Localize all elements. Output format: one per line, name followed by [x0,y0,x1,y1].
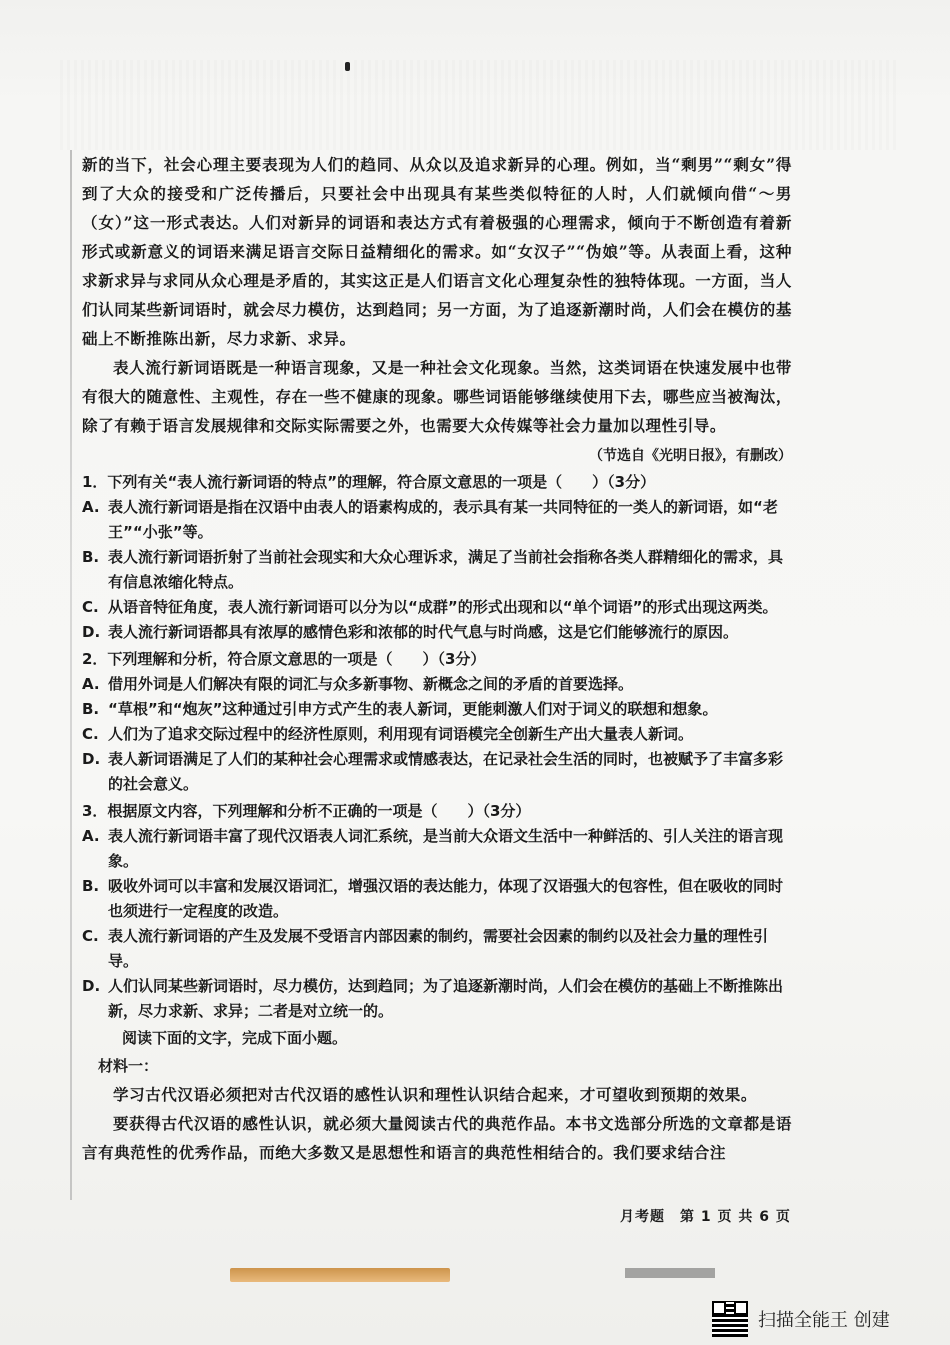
question-option [82,697,792,722]
question-option [82,672,792,697]
watermark-text: 扫描全能王 创建 [758,1310,890,1331]
passage-paragraph: 表人流行新词语既是一种语言现象，又是一种社会文化现象。当然，这类词语在快速发展中也带有很大的随意性、主观性，存在一些不健康的现象。哪些词语能够继续使用下去，哪些应当被淘汰，除了有赖于语言发展规律和交际实际需要之外，也需要大众传媒等社会力量加以理性引导。 [82,358,792,435]
option-label: D. [82,623,101,641]
scan-bleed-through [60,60,900,150]
scan-edge-artifact [625,1268,715,1278]
question-option [82,874,792,924]
option-label: A. [82,675,100,693]
option-text: 吸收外词可以丰富和发展汉语词汇，增强汉语的表达能力，体现了汉语强大的包容性，但在吸收的同时也须进行一定程度的改造。 [108,877,784,920]
question-option [82,495,792,545]
option-label: B. [82,700,100,718]
option-text: 表人流行新词语是指在汉语中由表人的语素构成的，表示具有某一共同特征的一类人的新词语，如“老王”“小张”等。 [108,498,778,541]
option-label: C. [82,927,99,945]
document-content [82,150,792,1167]
question-1 [82,470,792,645]
option-text: 人们认同某些新词语时，尽力模仿，达到趋同；为了追逐新潮时尚，人们会在模仿的基础上不断推陈出新，尽力求新、求异；二者是对立统一的。 [108,977,784,1020]
scanner-watermark [712,1300,890,1338]
question-option [82,747,792,797]
material-paragraph: 要获得古代汉语的感性认识，就必须大量阅读古代的典范作品。本书文选部分所选的文章都是语言有典范性的优秀作品，而绝大多数又是思想性和语言的典范性相结合的。我们要求结合注 [82,1114,792,1162]
qr-code-icon [712,1301,748,1337]
material-label: 材料一： [98,1057,159,1075]
option-label: A. [82,827,100,845]
question-option [82,595,792,620]
passage-paragraph: 新的当下，社会心理主要表现为人们的趋同、从众以及追求新异的心理。例如，当“剩男”“剩女”得到了大众的接受和广泛传播后，只要社会中出现具有某些类似特征的人时，人们就倾向借“～男（女）”这一形式表达。人们对新异的词语和表达方式有着极强的心理需求，倾向于不断创造有着新形式或新意义的词语来满足语言交际日益精细化的需求。如“女汉子”“伪娘”等。从表面上看，这种求新求异与求同从众心理是矛盾的，其实这正是人们语言文化心理复杂性的独特体现。一方面，当人们认同某些新词语时，就会尽力模仿，达到趋同；另一方面，为了追逐新潮时尚，人们会在模仿的基础上不断推陈出新，尽力求新、求异。 [82,155,792,348]
option-text: 从语音特征角度，表人流行新词语可以分为以“成群”的形式出现和以“单个词语”的形式出现这两类。 [108,598,778,616]
option-label: D. [82,750,101,768]
option-label: D. [82,977,101,995]
option-text: 表人流行新词语丰富了现代汉语表人词汇系统，是当前大众语文生活中一种鲜活的、引人关注的语言现象。 [108,827,784,870]
ink-dot [345,62,350,71]
option-text: “草根”和“炮灰”这种通过引申方式产生的表人新词，更能刺激人们对于词义的联想和想象。 [108,700,718,718]
option-text: 表人流行新词语折射了当前社会现实和大众心理诉求，满足了当前社会指称各类人群精细化的需求，具有信息浓缩化特点。 [108,548,784,591]
option-label: B. [82,877,100,895]
option-label: C. [82,725,99,743]
question-3 [82,799,792,1024]
question-option [82,545,792,595]
question-2 [82,647,792,797]
page-footer: 月考题 第 1 页 共 6 页 [620,1209,791,1225]
question-option [82,974,792,1024]
question-option [82,722,792,747]
material-paragraph: 学习古代汉语必须把对古代汉语的感性认识和理性认识结合起来，才可望收到预期的效果。 [113,1085,758,1104]
option-label: A. [82,498,100,516]
question-stem: 3．根据原文内容，下列理解和分析不正确的一项是（ ）（3分） [82,802,531,820]
option-text: 人们为了追求交际过程中的经济性原则，利用现有词语模完全创新生产出大量表人新词。 [108,725,694,743]
option-label: B. [82,548,100,566]
margin-line [70,150,72,1200]
question-stem: 2．下列理解和分析，符合原文意思的一项是（ ）（3分） [82,650,486,668]
option-text: 表人新词语满足了人们的某种社会心理需求或情感表达，在记录社会生活的同时，也被赋予了丰富多彩的社会意义。 [108,750,784,793]
question-option [82,824,792,874]
question-option [82,924,792,974]
passage-source: （节选自《光明日报》，有删改） [589,448,792,464]
question-stem: 1．下列有关“表人流行新词语的特点”的理解，符合原文意思的一项是（ ）（3分） [82,473,656,491]
option-text: 借用外词是人们解决有限的词汇与众多新事物、新概念之间的矛盾的首要选择。 [108,675,634,693]
scan-edge-artifact [230,1268,450,1282]
option-label: C. [82,598,99,616]
option-text: 表人流行新词语都具有浓厚的感情色彩和浓郁的时代气息与时尚感，这是它们能够流行的原因。 [108,623,739,641]
question-option [82,620,792,645]
option-text: 表人流行新词语的产生及发展不受语言内部因素的制约，需要社会因素的制约以及社会力量的理性引导。 [108,927,769,970]
reading-instruction: 阅读下面的文字，完成下面小题。 [122,1029,348,1047]
